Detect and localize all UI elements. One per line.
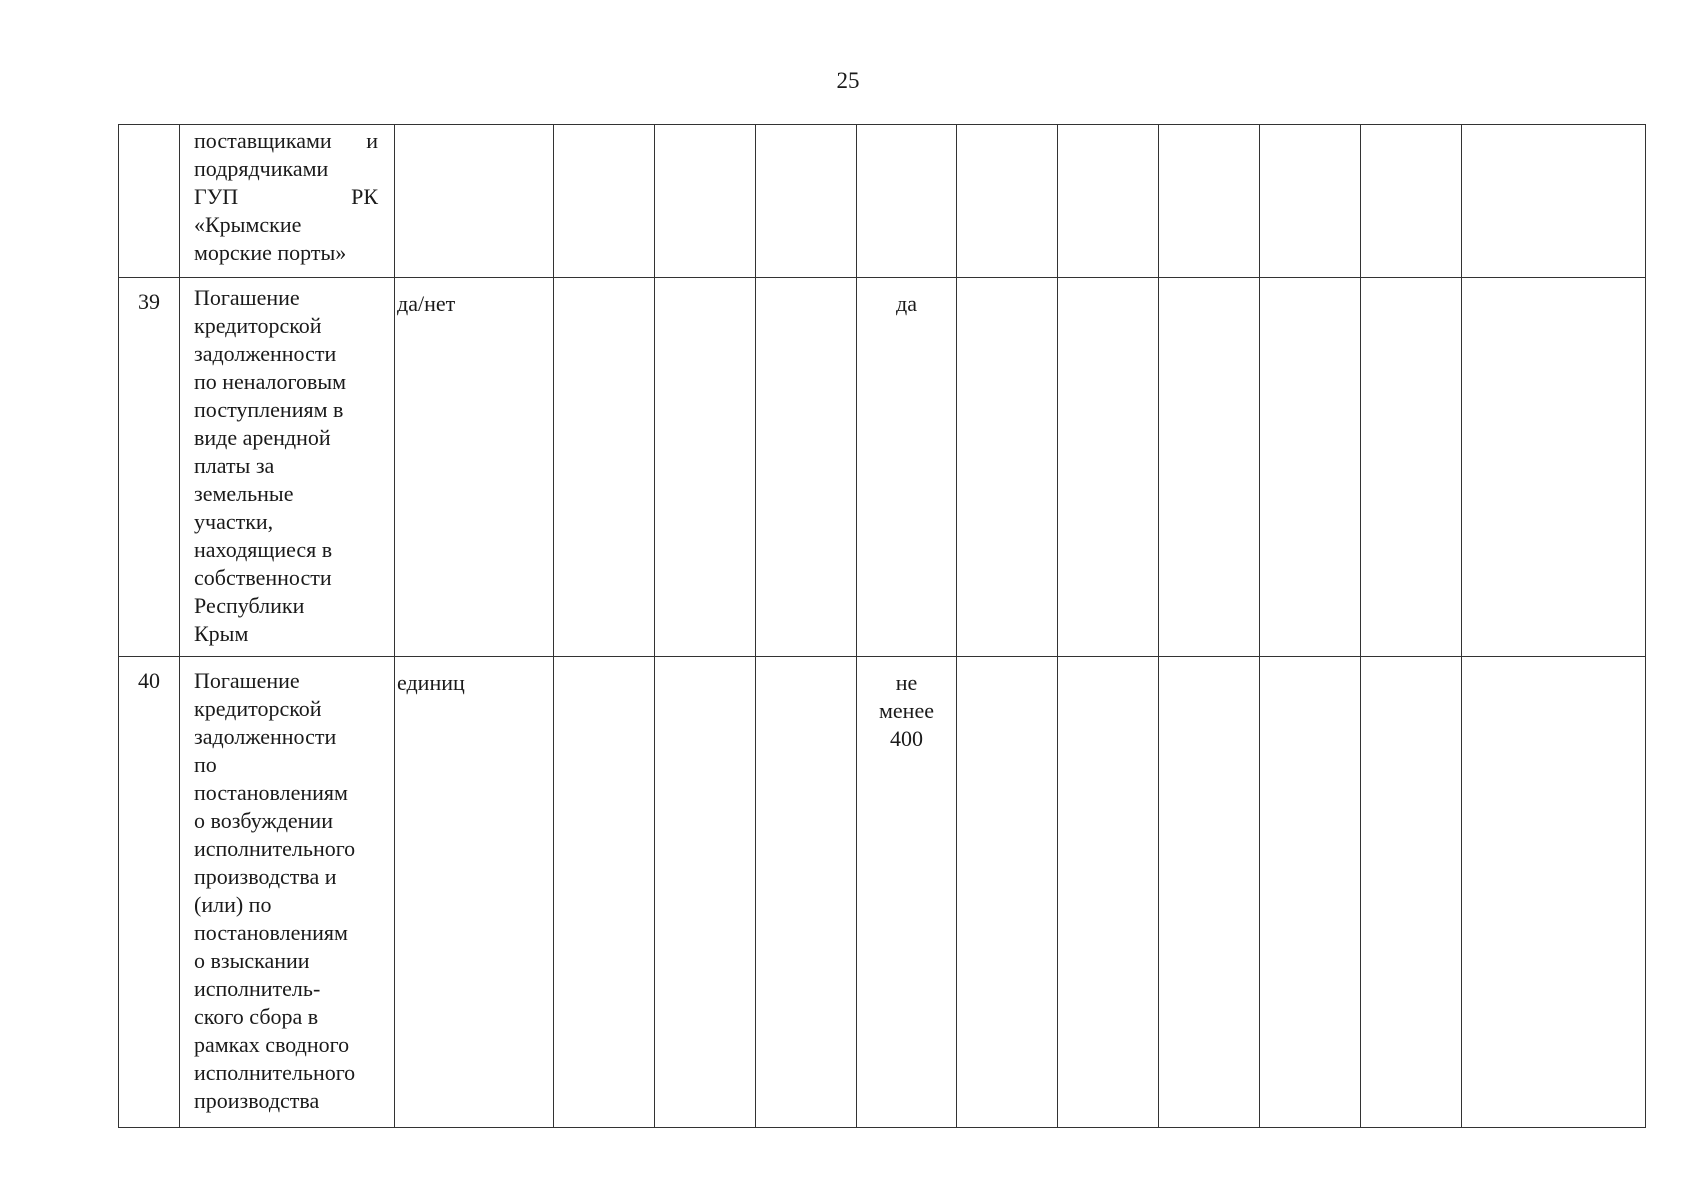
name-line: находящиеся в xyxy=(194,537,333,562)
name-line: производства xyxy=(194,1088,320,1113)
table-row-continuation xyxy=(119,125,1646,278)
unit-cell: да/нет xyxy=(395,278,554,657)
name-line: рамках сводного xyxy=(194,1032,350,1057)
empty-cell xyxy=(655,278,756,657)
indicator-name-cell xyxy=(180,278,395,657)
row-number-cell: 39 xyxy=(119,278,180,657)
empty-cell xyxy=(957,125,1058,278)
empty-cell xyxy=(554,278,655,657)
name-line: о взыскании xyxy=(194,948,310,973)
table-row-40 xyxy=(119,657,1646,1128)
name-line: задолженности xyxy=(194,724,337,749)
name-line: исполнитель- xyxy=(194,976,321,1001)
empty-cell xyxy=(1058,125,1159,278)
empty-cell xyxy=(1462,125,1646,278)
name-line: производства и xyxy=(194,864,337,889)
row-number-cell xyxy=(119,125,180,278)
row-number-cell: 40 xyxy=(119,657,180,1128)
name-line xyxy=(194,127,378,155)
unit-cell: единиц xyxy=(395,657,554,1128)
indicator-name-cell xyxy=(180,125,395,278)
value-cell xyxy=(857,125,957,278)
name-line: исполнительного xyxy=(194,1060,356,1085)
empty-cell xyxy=(1361,278,1462,657)
empty-cell xyxy=(957,657,1058,1128)
value-line: 400 xyxy=(890,726,923,751)
empty-cell xyxy=(957,278,1058,657)
value-cell xyxy=(857,657,957,1128)
empty-cell xyxy=(756,278,857,657)
name-line: платы за xyxy=(194,453,275,478)
name-line: подрядчиками xyxy=(194,156,329,181)
name-line: участки, xyxy=(194,509,274,534)
name-line: Крым xyxy=(194,621,249,646)
name-line: Погашение xyxy=(194,285,300,310)
empty-cell xyxy=(756,125,857,278)
name-line: по неналоговым xyxy=(194,369,347,394)
value-line: не xyxy=(895,670,918,695)
value-line: да xyxy=(896,291,917,316)
name-word: поставщиками xyxy=(194,128,332,153)
empty-cell xyxy=(1159,657,1260,1128)
empty-cell xyxy=(1462,657,1646,1128)
empty-cell xyxy=(655,657,756,1128)
empty-cell xyxy=(1159,278,1260,657)
empty-cell xyxy=(554,125,655,278)
indicator-name-cell xyxy=(180,657,395,1128)
empty-cell xyxy=(1058,278,1159,657)
name-line: морские порты» xyxy=(194,240,347,265)
name-line: задолженности xyxy=(194,341,337,366)
name-line: собственности xyxy=(194,565,332,590)
empty-cell xyxy=(1361,657,1462,1128)
name-line: Республики xyxy=(194,593,305,618)
empty-cell xyxy=(554,657,655,1128)
name-line: постановлениям xyxy=(194,920,348,945)
table-row-39 xyxy=(119,278,1646,657)
name-line: Погашение xyxy=(194,668,300,693)
name-line: кредиторской xyxy=(194,696,322,721)
empty-cell xyxy=(1260,657,1361,1128)
value-line: менее xyxy=(879,698,934,723)
empty-cell xyxy=(1260,278,1361,657)
empty-cell xyxy=(1361,125,1462,278)
name-line: по xyxy=(194,752,217,777)
name-word: и xyxy=(366,128,378,153)
name-line: постановлениям xyxy=(194,780,348,805)
page-number: 25 xyxy=(836,68,860,93)
name-line: исполнительного xyxy=(194,836,356,861)
empty-cell xyxy=(1260,125,1361,278)
empty-cell xyxy=(1462,278,1646,657)
name-line: поступлениям в xyxy=(194,397,344,422)
empty-cell xyxy=(1058,657,1159,1128)
empty-cell xyxy=(756,657,857,1128)
indicators-table xyxy=(118,124,1646,1128)
name-line xyxy=(194,183,378,211)
name-line: виде арендной xyxy=(194,425,331,450)
name-word: РК xyxy=(351,184,378,209)
name-line: «Крымские xyxy=(194,212,302,237)
empty-cell xyxy=(655,125,756,278)
value-cell xyxy=(857,278,957,657)
name-line: кредиторской xyxy=(194,313,322,338)
unit-cell xyxy=(395,125,554,278)
name-line: о возбуждении xyxy=(194,808,333,833)
name-line: (или) по xyxy=(194,892,272,917)
name-line: земельные xyxy=(194,481,294,506)
name-line: ского сбора в xyxy=(194,1004,319,1029)
name-word: ГУП xyxy=(194,184,239,209)
empty-cell xyxy=(1159,125,1260,278)
